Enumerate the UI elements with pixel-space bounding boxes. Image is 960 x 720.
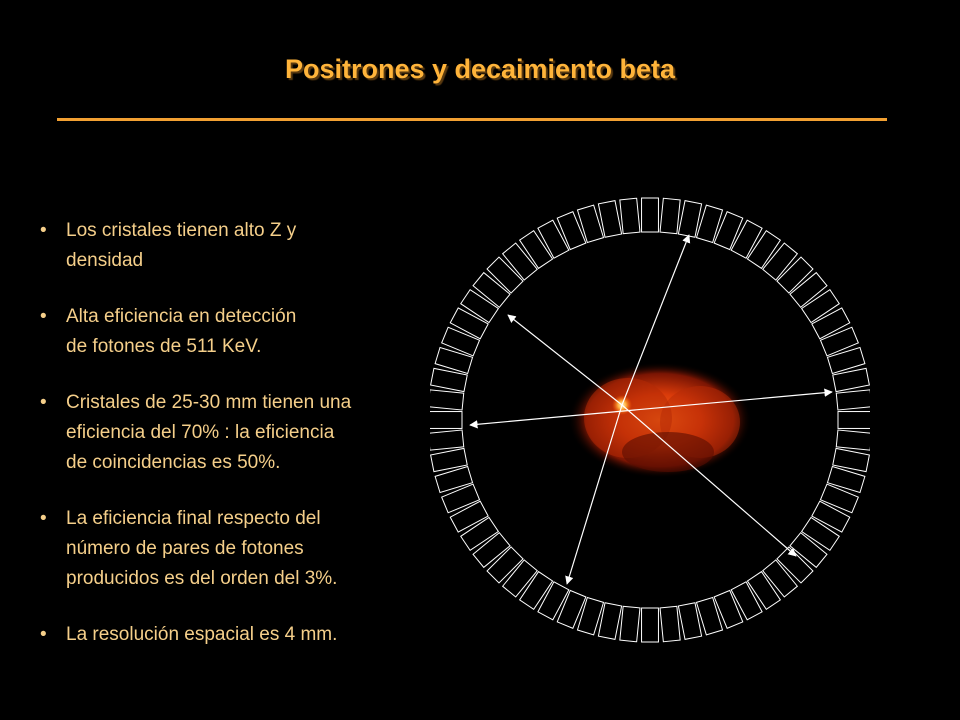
bullet-item: [40, 504, 440, 594]
detector-crystal: [620, 606, 640, 641]
detector-crystal: [642, 198, 659, 232]
bullet-item: [40, 216, 440, 276]
detector-crystal: [836, 430, 870, 450]
detector-crystal: [430, 430, 464, 450]
bullet-dot: •: [40, 624, 47, 645]
detector-crystal: [642, 608, 659, 642]
bullet-dot: •: [40, 508, 47, 529]
bullet-dot: •: [40, 392, 47, 413]
detector-crystal: [620, 198, 640, 233]
bullet-text: La resolución espacial es 4 mm.: [66, 624, 338, 645]
bullet-text: Cristales de 25-30 mm tienen una eficiencia del 70% : la eficiencia de coincidencias es 50%.: [66, 392, 352, 473]
detector-crystal: [660, 606, 680, 641]
bullet-dot: •: [40, 220, 47, 241]
tracer-distribution: [568, 362, 752, 478]
bullet-item: [40, 388, 440, 478]
bullet-text: Alta eficiencia en detección de fotones de 511 KeV.: [66, 306, 297, 357]
bullet-text: La eficiencia final respecto del número de pares de fotones producidos es del orden del 3%.: [66, 508, 338, 589]
title-underline: [57, 118, 887, 121]
bullet-text: Los cristales tienen alto Z y densidad: [66, 220, 297, 271]
bullet-item: [40, 302, 440, 362]
slide-title: Positrones y decaimiento beta: [284, 54, 676, 84]
bullet-dot: •: [40, 306, 47, 327]
detector-crystal: [430, 390, 464, 410]
detector-crystal: [836, 390, 870, 410]
detector-crystal: [430, 412, 462, 429]
detector-crystal: [838, 412, 870, 429]
bullet-item: [40, 620, 440, 650]
bullet-list: [40, 216, 440, 676]
detector-crystal: [660, 198, 680, 233]
pet-detector-ring-icon: [430, 185, 870, 665]
